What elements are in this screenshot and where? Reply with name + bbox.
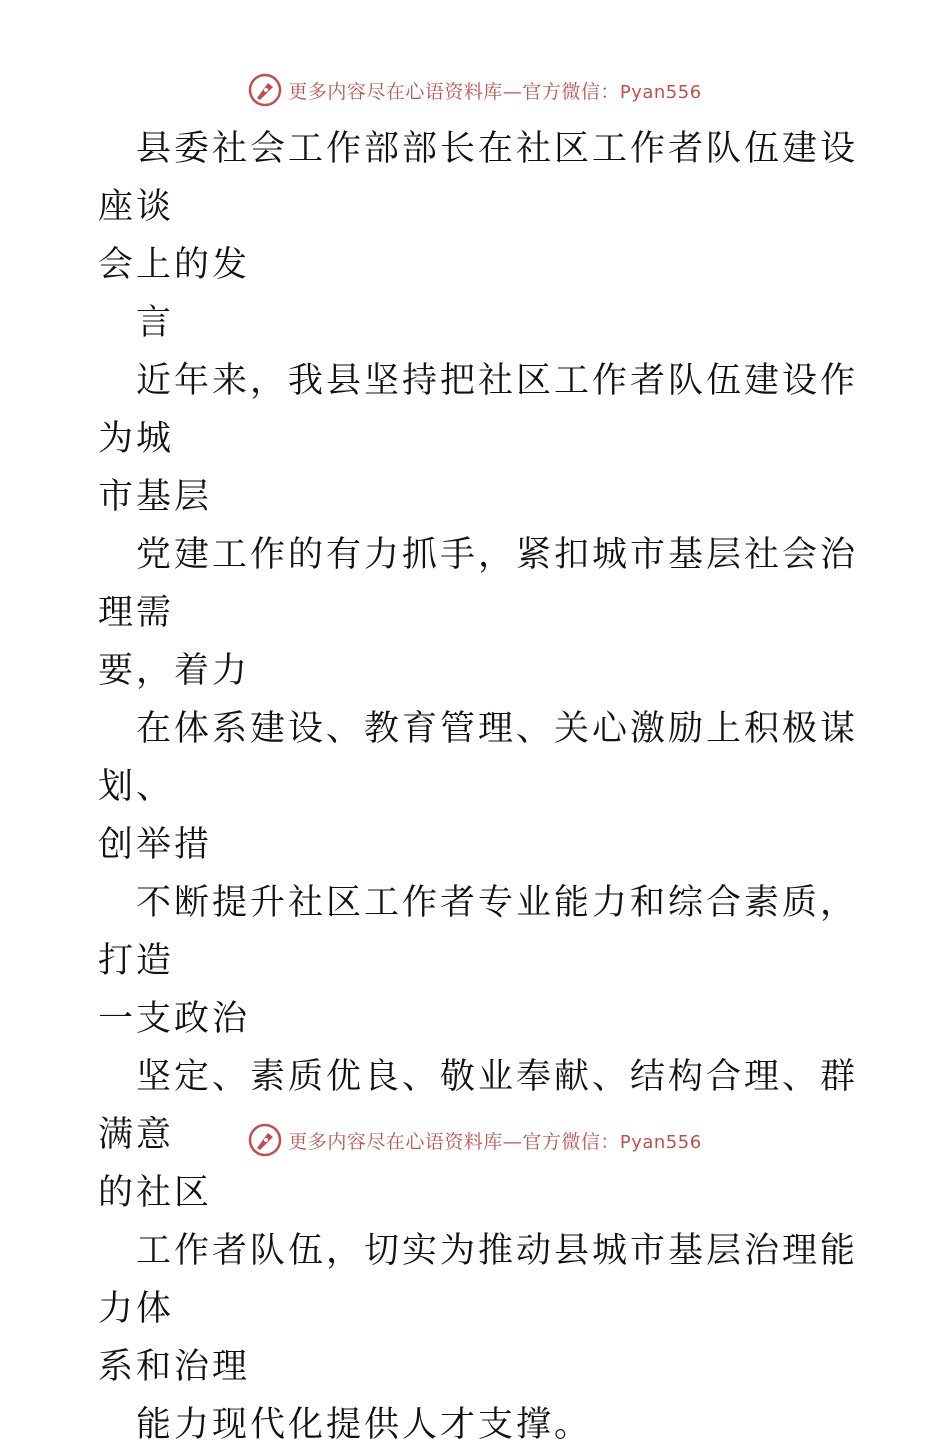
text-line-content: 的社区	[98, 1173, 213, 1213]
text-line-content: 近年来，我县坚持把社区工作者队伍建设作为城	[98, 361, 859, 459]
text-line	[98, 236, 858, 294]
text-line-content: 在体系建设、教育管理、关心激励上积极谋划、	[98, 709, 859, 807]
text-line	[98, 642, 858, 700]
text-line-content: 工作者队伍，切实为推动县城市基层治理能力体	[98, 1231, 859, 1329]
text-line-content: 市基层	[98, 477, 213, 517]
text-line	[98, 1164, 858, 1222]
watermark-text: 更多内容尽在心语资料库—官方微信：Pyan556	[288, 1130, 702, 1153]
text-line-content: 坚定、素质优良、敬业奉献、结构合理、群满意	[98, 1057, 859, 1155]
text-line	[98, 1338, 858, 1396]
text-line	[98, 120, 858, 236]
watermark-text: 更多内容尽在心语资料库—官方微信：Pyan556	[288, 80, 702, 103]
text-line-content: 言	[136, 303, 175, 343]
text-line	[98, 294, 858, 352]
text-line-content: 县委社会工作部部长在社区工作者队伍建设座谈	[98, 129, 859, 227]
text-line-content: 创举措	[98, 825, 213, 865]
text-line	[98, 352, 858, 468]
text-line	[98, 874, 858, 990]
text-line	[98, 1222, 858, 1338]
pen-nib-logo-icon	[248, 1123, 282, 1157]
document-body	[98, 120, 858, 1454]
text-line	[98, 816, 858, 874]
text-line-content: 要，着力	[98, 651, 251, 691]
footer-watermark	[0, 1120, 950, 1160]
text-line-content: 党建工作的有力抓手，紧扣城市基层社会治理需	[98, 535, 859, 633]
text-line-content: 能力现代化提供人才支撑。	[136, 1405, 593, 1445]
text-line	[98, 700, 858, 816]
pen-nib-logo-icon	[248, 73, 282, 107]
text-line	[98, 468, 858, 526]
text-line-content: 一支政治	[98, 999, 251, 1039]
text-line-content: 系和治理	[98, 1347, 251, 1387]
text-line	[98, 990, 858, 1048]
header-watermark	[0, 70, 950, 110]
text-line	[98, 526, 858, 642]
text-line-content: 不断提升社区工作者专业能力和综合素质，打造	[98, 883, 859, 981]
text-line	[98, 1396, 858, 1454]
text-line-content: 会上的发	[98, 245, 251, 285]
